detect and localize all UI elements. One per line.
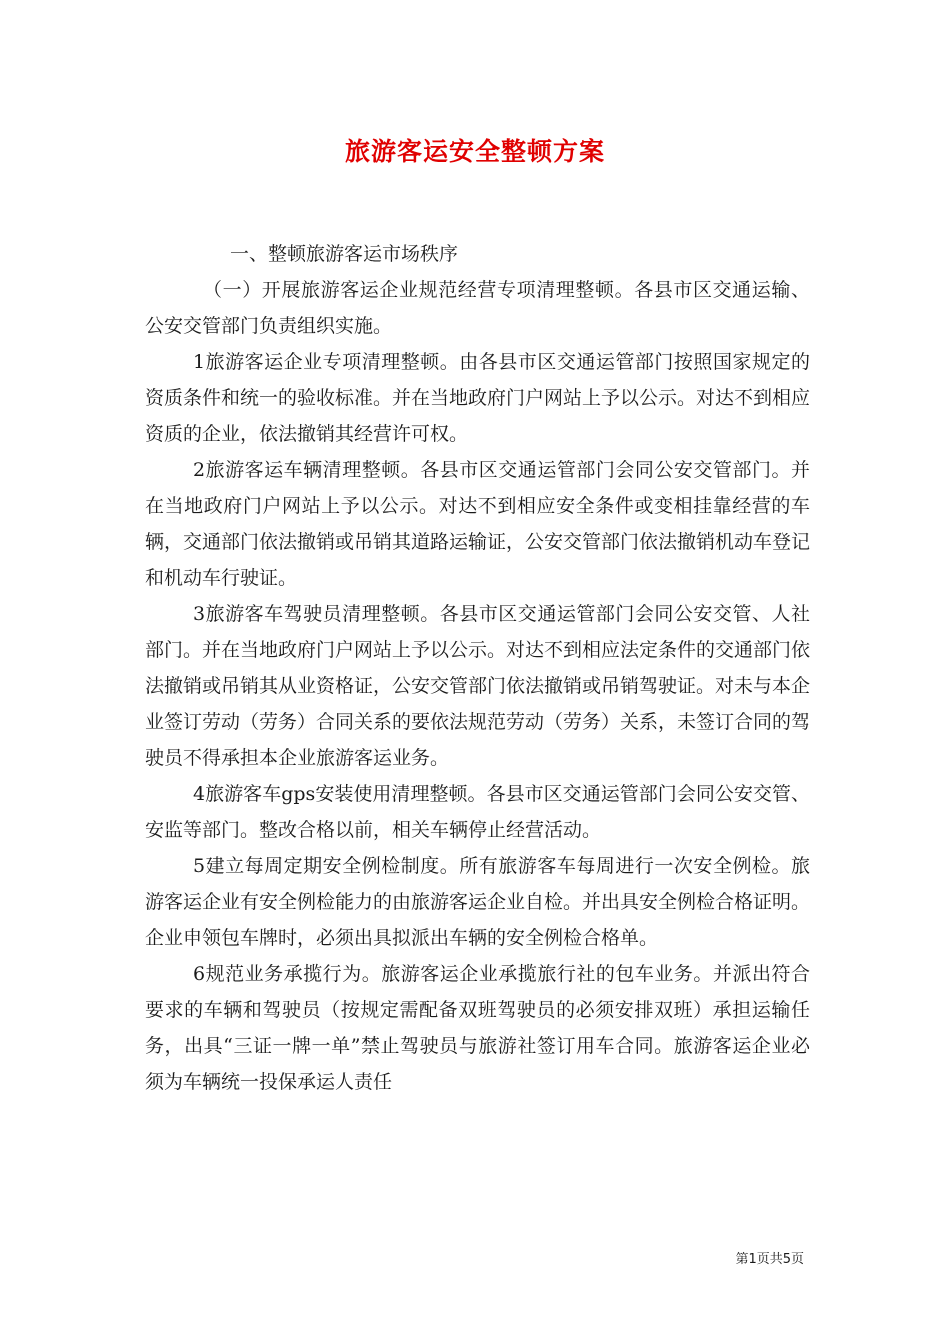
paragraph-item-6: 6规范业务承揽行为。旅游客运企业承揽旅行社的包车业务。并派出符合要求的车辆和驾驶员（按规定需配备双班驾驶员的必须安排双班）承担运输任务，出具“三证一牌一单”禁止驾驶员与旅游社签订用车合同。旅游客运企业必须为车辆统一投保承运人责任 [145, 963, 810, 1093]
document-title: 旅游客运安全整顿方案 [344, 137, 605, 166]
section-heading: 一、整顿旅游客运市场秩序 [230, 243, 459, 265]
paragraph-item-5: 5建立每周定期安全例检制度。所有旅游客车每周进行一次安全例检。旅游客运企业有安全例检能力的由旅游客运企业自检。并出具安全例检合格证明。企业申领包车牌时，必须出具拟派出车辆的安全例检合格单。 [145, 855, 811, 949]
paragraph-item-3: 3旅游客车驾驶员清理整顿。各县市区交通运管部门会同公安交管、人社部门。并在当地政府门户网站上予以公示。对达不到相应法定条件的交通部门依法撤销或吊销其从业资格证，公安交管部门依法撤销或吊销驾驶证。对未与本企业签订劳动（劳务）合同关系的要依法规范劳动（劳务）关系，未签订合同的驾驶员不得承担本企业旅游客运业务。 [145, 603, 811, 769]
paragraph-item-1: 1旅游客运企业专项清理整顿。由各县市区交通运管部门按照国家规定的资质条件和统一的验收标准。并在当地政府门户网站上予以公示。对达不到相应资质的企业，依法撤销其经营许可权。 [145, 351, 811, 445]
paragraph-item-2: 2旅游客运车辆清理整顿。各县市区交通运管部门会同公安交管部门。并在当地政府门户网站上予以公示。对达不到相应安全条件或变相挂靠经营的车辆，交通部门依法撤销或吊销其道路运输证，公安交管部门依法撤销机动车登记和机动车行驶证。 [145, 459, 811, 589]
paragraph-item-4: 4旅游客车gps安装使用清理整顿。各县市区交通运管部门会同公安交管、安监等部门。整改合格以前，相关车辆停止经营活动。 [145, 783, 810, 841]
paragraph-subsection-1: （一）开展旅游客运企业规范经营专项清理整顿。各县市区交通运输、公安交管部门负责组织实施。 [145, 279, 810, 337]
document-body [145, 236, 810, 1100]
page-number-footer: 第1页共5页 [735, 1252, 804, 1267]
